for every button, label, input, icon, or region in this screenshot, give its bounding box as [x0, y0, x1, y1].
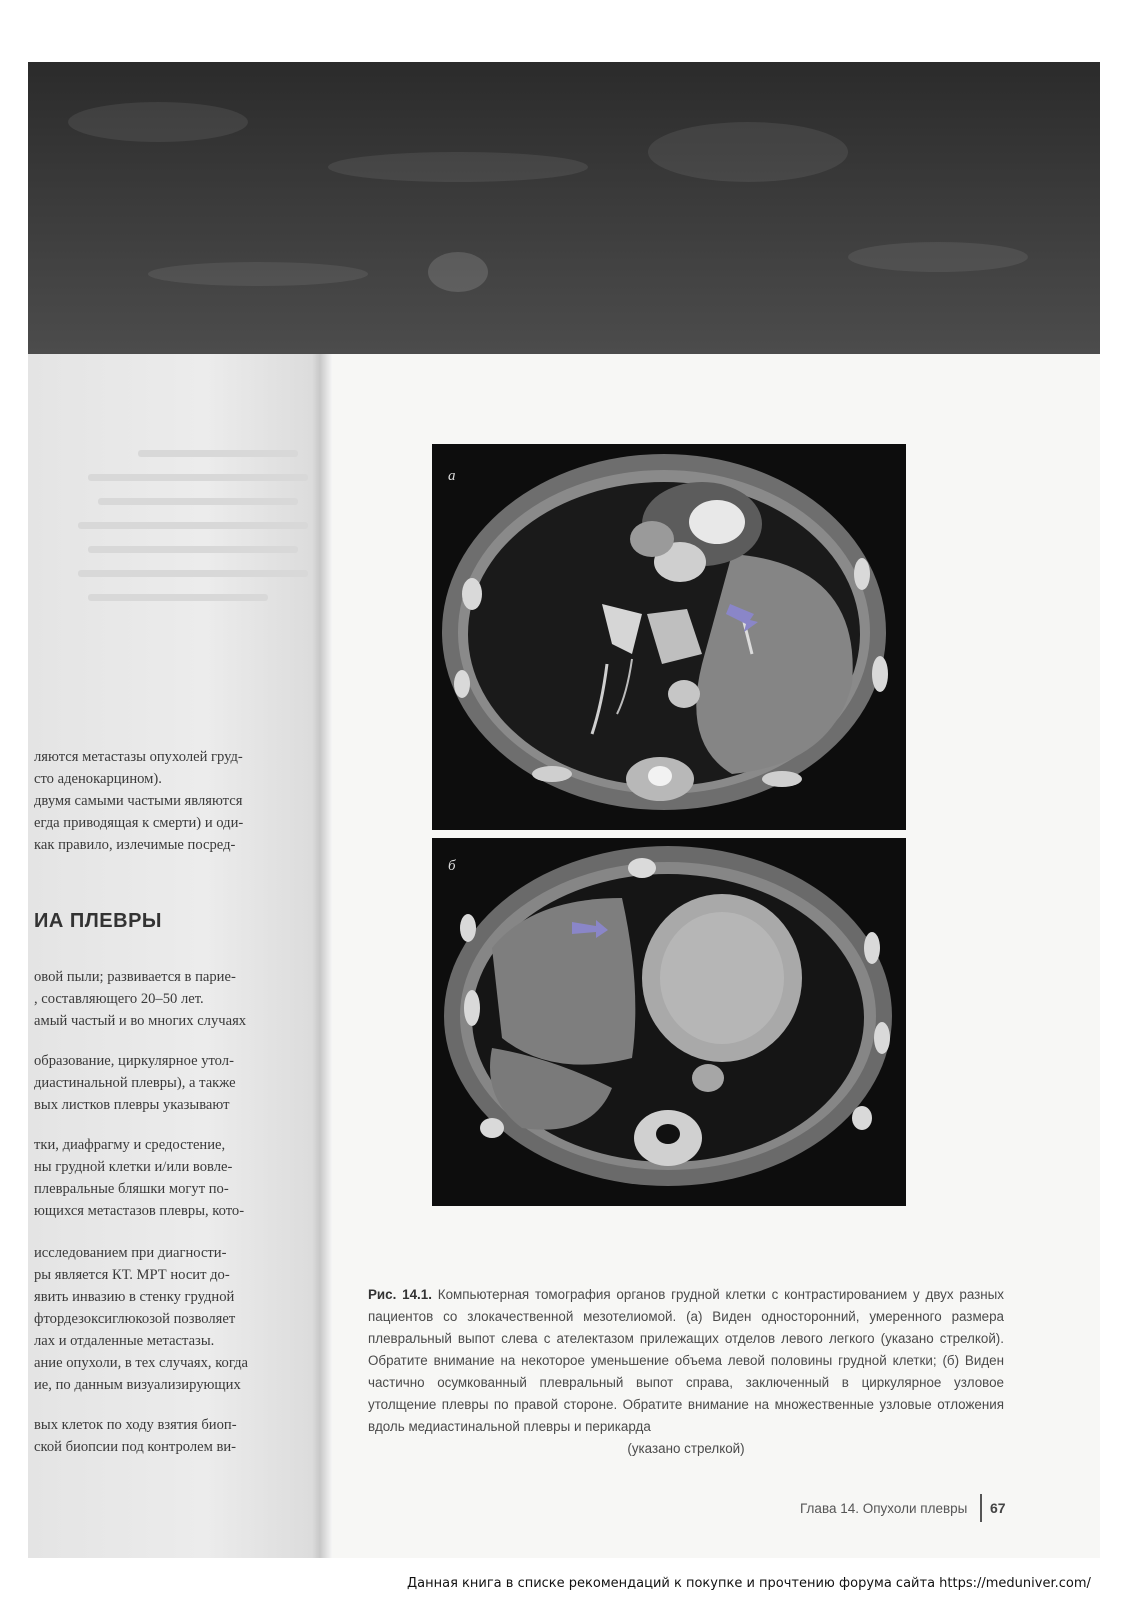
left-text-line: исследованием при диагности- [34, 1245, 227, 1261]
caption-text: Компьютерная томография органов грудной клетки с контрастированием у двух разных пациентов со злокачественной мезотелиомой. (а) Виден односторонний, умеренного размера плевральный выпот слева с ателектазом прилежащих отделов левого легкого (указано стрелкой). Обратите внимание на некоторое уменьшение объема левой половины грудной клетки; (б) Виден частично осумкованный плевральный выпот справа, заключенный в циркулярное узловое утолщение плевры по правой стороне. Обратите внимание на множественные узловые отложения вдоль медиастинальной плевры и перикарда [368, 1287, 1004, 1434]
page-number: 67 [990, 1500, 1006, 1516]
left-text-line: диастинальной плевры), а также [34, 1075, 236, 1091]
left-text-line: вых клеток по ходу взятия биоп- [34, 1417, 237, 1433]
left-text-line: ской биопсии под контролем ви- [34, 1439, 237, 1455]
left-text-line: ание опухоли, в тех случаях, когда [34, 1355, 248, 1371]
scanned-spread [28, 62, 1100, 1558]
left-text-line: фтордезоксиглюкозой позволяет [34, 1311, 236, 1327]
left-text-line: как правило, излечимые посред- [34, 837, 236, 853]
left-text-line: ры является КТ. МРТ носит до- [34, 1267, 230, 1283]
left-text-line: ляются метастазы опухолей груд- [34, 749, 243, 765]
left-text-line: тки, диафрагму и средостение, [34, 1137, 226, 1153]
left-text-line: ие, по данным визуализирующих [34, 1377, 241, 1393]
footer-note: Данная книга в списке рекомендаций к покупке и прочтению форума сайта https://meduniver.com/ [407, 1576, 1091, 1591]
dark-top-band [28, 62, 1100, 354]
left-page [28, 354, 324, 1558]
ct-image-b [432, 838, 906, 1206]
running-head: Глава 14. Опухоли плевры [800, 1501, 968, 1516]
figure-caption [368, 1284, 1004, 1460]
left-text-line: вых листков плевры указывают [34, 1097, 230, 1113]
left-text-line: овой пыли; развивается в парие- [34, 969, 236, 985]
caption-last-line: (указано стрелкой) [627, 1441, 745, 1456]
left-text-line: двумя самыми частыми являются [34, 793, 243, 809]
section-heading: ИА ПЛЕВРЫ [34, 910, 162, 932]
panel-label-b: б [448, 858, 456, 874]
left-text-line: ны грудной клетки и/или вовле- [34, 1159, 233, 1175]
left-text-line: плевральные бляшки могут по- [34, 1181, 229, 1197]
caption-figure-number: Рис. 14.1. [368, 1287, 432, 1302]
ct-image-a [432, 444, 906, 830]
left-text-line: , составляющего 20–50 лет. [34, 991, 204, 1007]
right-page [332, 354, 1100, 1558]
left-text-line: егда приводящая к смерти) и оди- [34, 815, 244, 831]
left-text-line: образование, циркулярное утол- [34, 1053, 234, 1069]
left-text-line: амый частый и во многих случаях [34, 1013, 247, 1029]
left-text-line: лах и отдаленные метастазы. [34, 1333, 215, 1349]
left-text-line: ющихся метастазов плевры, кото- [34, 1203, 245, 1219]
panel-label-a: а [448, 468, 456, 484]
left-text-line: явить инвазию в стенку грудной [34, 1289, 235, 1305]
running-head-divider [980, 1494, 982, 1522]
left-text-line: сто аденокарцином). [34, 771, 162, 787]
book-gutter [320, 354, 332, 1558]
